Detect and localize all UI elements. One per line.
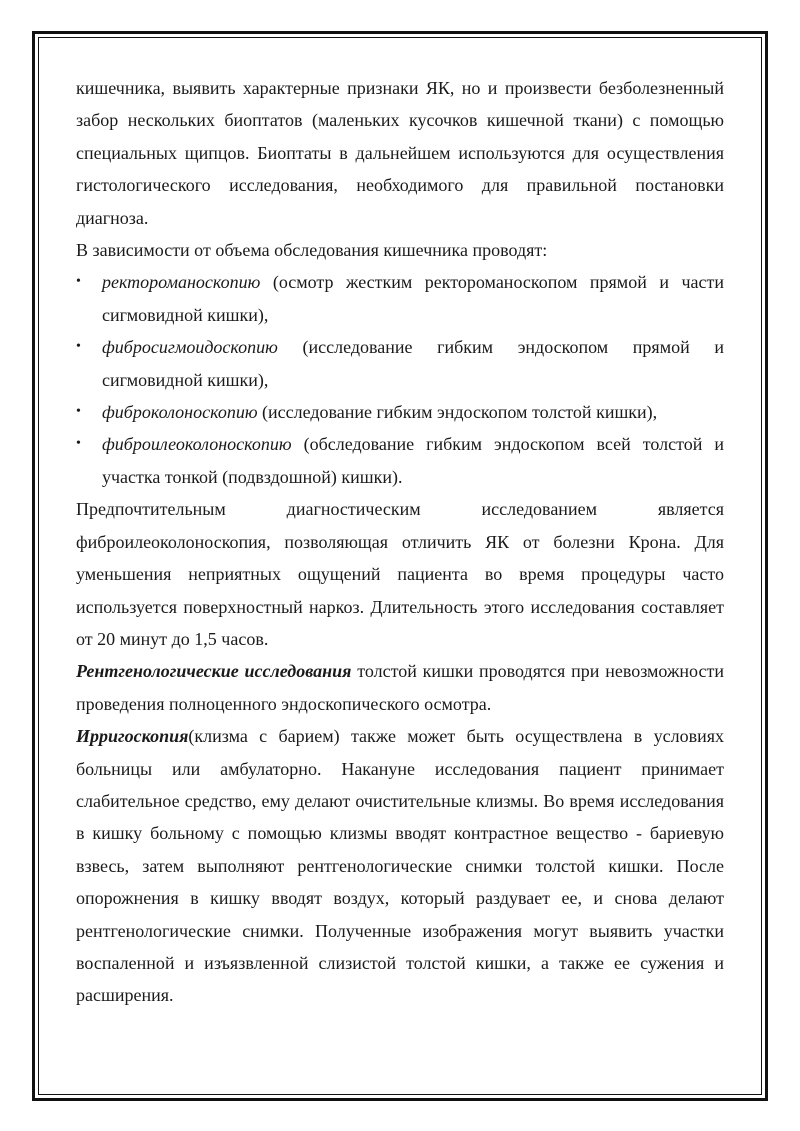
bullet-icon: •: [76, 404, 81, 420]
bullet-icon: •: [76, 274, 81, 290]
list-item-text: (исследование гибким эндоскопом прямой и сигмовидной кишки),: [102, 337, 724, 390]
list-item-text: (осмотр жестким ректороманоскопом прямой и части сигмовидной кишки),: [102, 272, 724, 325]
paragraph-irrigoscopy: [76, 720, 724, 1012]
list-item: [76, 331, 724, 396]
document-body: [76, 72, 724, 1012]
irrigoscopy-term: Ирригоскопия: [76, 726, 189, 747]
xray-term: Рентгенологические исследования: [76, 661, 352, 682]
list-item: [76, 428, 724, 493]
list-item: [76, 396, 724, 428]
list-item-text: (обследование гибким эндоскопом всей толстой и участка тонкой (подвздошной) кишки).: [102, 434, 724, 487]
list-item: [76, 266, 724, 331]
procedure-list: [76, 266, 724, 493]
list-item-term: фиброколоноскопию: [102, 402, 258, 423]
bullet-icon: •: [76, 339, 81, 355]
list-item-term: фиброилеоколоноскопию: [102, 434, 292, 455]
paragraph-list-intro: В зависимости от объема обследования кишечника проводят:: [76, 240, 548, 261]
paragraph-xray: [76, 655, 724, 720]
list-item-term: фибросигмоидоскопию: [102, 337, 278, 358]
irrigoscopy-text: (клизма с барием) также может быть осуществлена в условиях больницы или амбулаторно. Накануне исследования пациент принимает слабительное средство, ему делают очистительные клизмы. Во время исследования в кишку больному с помощью клизмы вводят контрастное вещество - бариевую взвесь, затем выполняют рентгенологические снимки толстой кишки. После опорожнения в кишку вводят воздух, который раздувает ее, и снова делают рентгенологические снимки. Полученные изображения могут выявить участки воспаленной и изъязвленной слизистой толстой кишки, а также ее сужения и расширения.: [76, 726, 724, 1006]
list-item-term: ректороманоскопию: [102, 272, 261, 293]
paragraph-intro: кишечника, выявить характерные признаки ЯК, но и произвести безболезненный забор нескольких биоптатов (маленьких кусочков кишечной ткани) с помощью специальных щипцов. Биоптаты в дальнейшем используются для осуществления гистологического исследования, необходимого для правильной постановки диагноза.: [76, 78, 724, 228]
xray-text: толстой кишки проводятся при невозможности проведения полноценного эндоскопического осмотра.: [76, 661, 724, 714]
paragraph-preferred-method: Предпочтительным диагностическим исследованием является фиброилеоколоноскопия, позволяющая отличить ЯК от болезни Крона. Для уменьшения неприятных ощущений пациента во время процедуры часто используется поверхностный наркоз. Длительность этого исследования составляет от 20 минут до 1,5 часов.: [76, 499, 724, 649]
bullet-icon: •: [76, 436, 81, 452]
list-item-text: (исследование гибким эндоскопом толстой кишки),: [257, 402, 658, 423]
